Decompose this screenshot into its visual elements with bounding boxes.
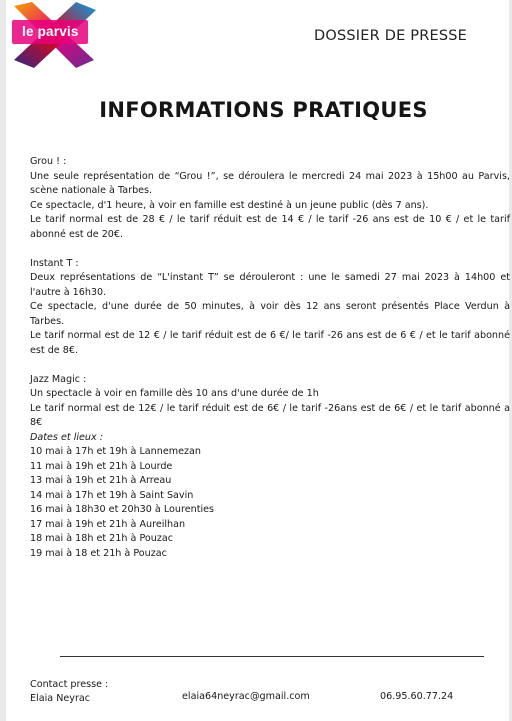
paragraph: Ce spectacle, d'1 heure, à voir en famille est destiné à un jeune public (dès 7 ans). — [30, 199, 429, 211]
section-heading: Instant T : — [30, 257, 79, 269]
paragraph: Ce spectacle, d'une durée de 50 minutes, à voir dès 12 ans seront présentés Place Verdun à Tarbes. — [30, 301, 510, 327]
section-grou — [30, 155, 510, 242]
date-item: 11 mai à 19h et 21h à Lourde — [30, 460, 173, 472]
page-title: INFORMATIONS PRATIQUES — [99, 98, 428, 122]
date-item: 10 mai à 17h et 19h à Lannemezan — [30, 446, 201, 457]
section-heading: Jazz Magic : — [30, 373, 87, 385]
date-item: 19 mai à 18 et 21h à Pouzac — [30, 547, 167, 559]
paragraph: Un spectacle à voir en famille dès 10 ans d'une durée de 1h — [30, 388, 319, 399]
section-jazz-magic — [30, 373, 510, 562]
date-item: 16 mai à 18h30 et 20h30 à Lourenties — [30, 504, 215, 515]
contact-email: elaia64neyrac@gmail.com — [182, 691, 310, 702]
document-body — [30, 155, 510, 576]
paragraph: Le tarif normal est de 12€ / le tarif réduit est de 6€ / le tarif -26ans est de 6€ / et le tarif abonné a 8€ — [30, 402, 510, 428]
contact-label: Contact presse : — [30, 679, 109, 690]
dossier-de-presse-label: DOSSIER DE PRESSE — [314, 28, 467, 44]
paragraph: Le tarif normal est de 12 € / le tarif réduit est de 6 €/ le tarif -26 ans est de 6 € / et le tarif abonné est de 8€. — [30, 330, 510, 356]
logo-text: le parvis — [22, 24, 79, 39]
date-item: 14 mai à 17h et 19h à Saint Savin — [30, 489, 194, 501]
le-parvis-logo — [10, 2, 98, 70]
paragraph: Deux représentations de “L'instant T” se dérouleront : une le samedi 27 mai 2023 à 14h00 et l'autre à 16h30. — [30, 272, 510, 298]
dates-heading: Dates et lieux : — [30, 431, 103, 443]
date-item: 13 mai à 19h et 21h à Arreau — [30, 475, 172, 486]
date-item: 18 mai à 18h et 21h à Pouzac — [30, 533, 174, 544]
paragraph: Une seule représentation de “Grou !”, se déroulera le mercredi 24 mai 2023 à 15h00 au Parvis, scène nationale à Tarbes. — [30, 170, 510, 196]
document-page — [6, 0, 509, 721]
footer-divider — [60, 656, 484, 657]
section-instant-t — [30, 257, 510, 359]
date-item: 17 mai à 19h et 21h à Aureilhan — [30, 518, 186, 530]
contact-name: Elaia Neyrac — [30, 693, 91, 704]
contact-phone: 06.95.60.77.24 — [380, 691, 454, 702]
paragraph: Le tarif normal est de 28 € / le tarif réduit est de 14 € / le tarif -26 ans est de 10 € / et le tarif abonné est de 20€. — [30, 214, 510, 240]
section-heading: Grou ! : — [30, 156, 67, 167]
